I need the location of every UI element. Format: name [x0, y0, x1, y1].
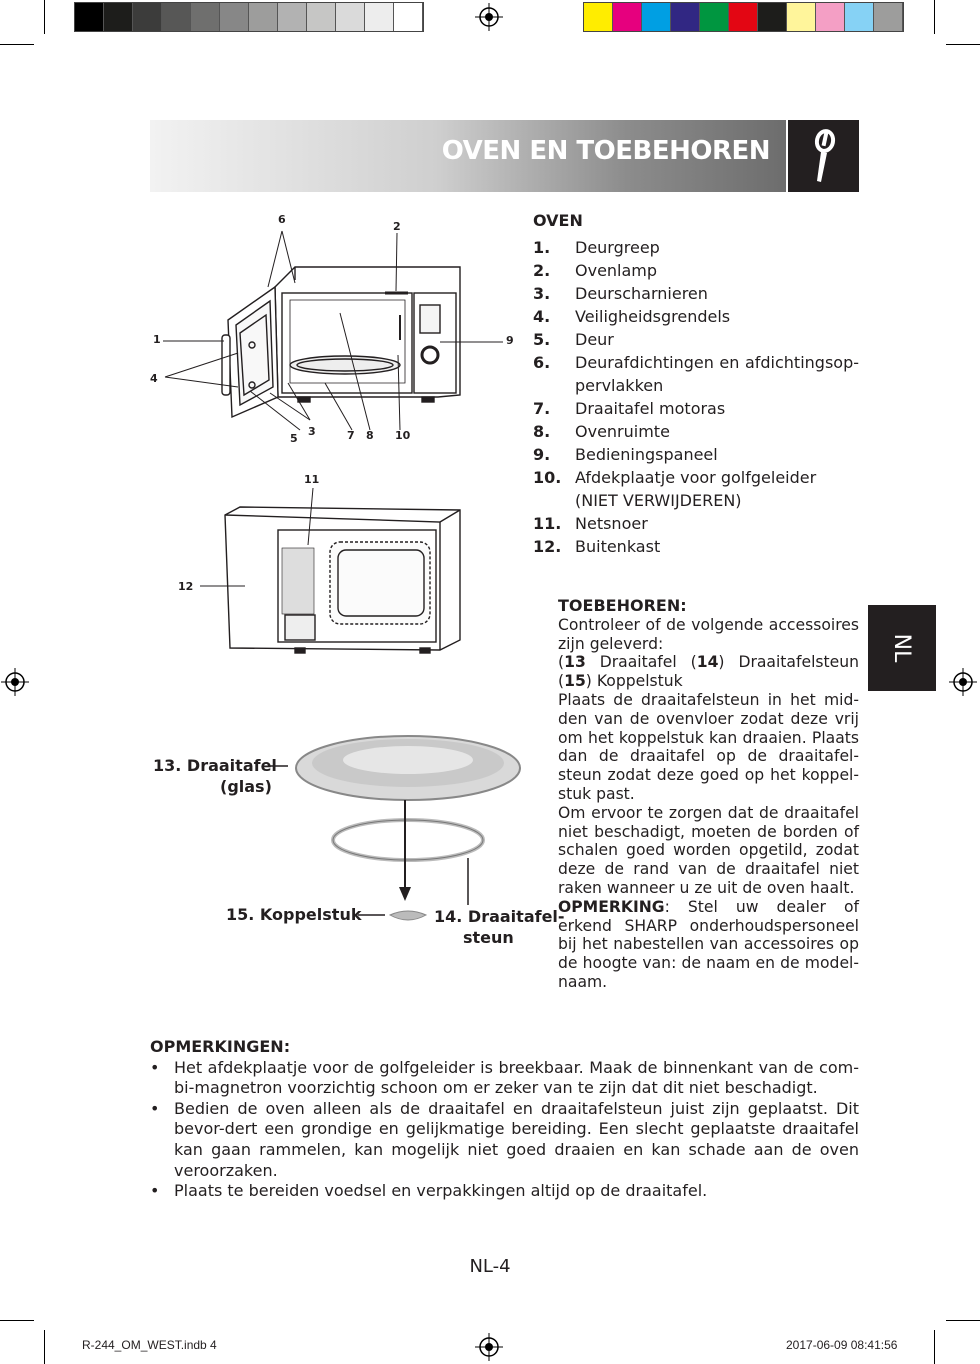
oven-list-item: [533, 535, 859, 558]
color-swatch: [220, 3, 249, 31]
registration-mark-bottom: [475, 1333, 503, 1361]
crop-mark: [44, 0, 45, 34]
label-support: 14. Draaitafel-: [434, 907, 565, 926]
callout-1: 1: [153, 333, 161, 346]
item-text: Veiligheidsgrendels: [575, 307, 731, 326]
item-text: Buitenkast: [575, 537, 661, 556]
label-turntable: 13. Draaitafel: [153, 756, 277, 775]
note-label: OPMERKING: [558, 897, 665, 916]
oven-list-item: [533, 466, 859, 512]
item-text: Netsnoer: [575, 514, 648, 533]
color-swatch: [845, 3, 874, 31]
footer-timestamp: 2017-06-09 08:41:56: [786, 1338, 898, 1352]
label-turntable-sub: (glas): [220, 777, 272, 796]
callout-9: 9: [506, 334, 514, 347]
accessories-section: [558, 597, 859, 992]
item-text: Afdekplaatje voor golfgeleider (NIET VERWIJDEREN): [575, 468, 817, 510]
callout-7: 7: [347, 429, 355, 442]
item-number: 3.: [533, 284, 551, 303]
accessories-items: (13 Draaitafel (14) Draaitafelsteun (15) Koppelstuk: [558, 653, 859, 691]
color-swatch: [104, 3, 133, 31]
color-swatch: [584, 3, 613, 31]
color-swatch: [671, 3, 700, 31]
color-swatch: [613, 3, 642, 31]
callout-3: 3: [308, 425, 316, 438]
text-14: ) Draaitafelsteun (: [558, 653, 859, 691]
item-text: Ovenlamp: [575, 261, 658, 280]
color-swatch: [700, 3, 729, 31]
oven-list-item: [533, 259, 859, 282]
callout-8: 8: [366, 429, 374, 442]
notes-list: [150, 1058, 859, 1202]
callout-10: 10: [395, 429, 411, 442]
note-item: • Het afdekplaatje voor de golfgeleider is breekbaar. Maak de binnenkant van de com-bi-magnetron voorzichtig schoon om er zeker van te zijn dat dit niet beschadigt.: [150, 1058, 859, 1099]
color-swatch: [365, 3, 394, 31]
accessories-para-2: Om ervoor te zorgen dat de draaitafel niet beschadigt, moeten de borden of schalen goed worden opgetild, zodat deze de rand van de draaitafel niet raken wanneer u ze uit de oven haalt.: [558, 803, 859, 897]
accessories-intro: Controleer of de volgende accessoires zijn geleverd:: [558, 615, 859, 653]
color-swatch: [336, 3, 365, 31]
notes-title: OPMERKINGEN:: [150, 1037, 291, 1056]
text-13: Draaitafel (: [585, 653, 697, 672]
note-item: • Plaats te bereiden voedsel en verpakkingen altijd op de draaitafel.: [150, 1181, 859, 1202]
info-tool-icon: [788, 120, 859, 192]
oven-list-item: [533, 397, 859, 420]
language-tab-label: NL: [889, 633, 915, 663]
callout-6: 6: [278, 213, 286, 226]
footer-file: R-244_OM_WEST.indb 4: [82, 1338, 217, 1352]
note-text: : Stel uw dealer of erkend SHARP onderhoudspersoneel bij het nabestellen van accessoires op de hoogte van: de naam en de model-naam.: [558, 897, 859, 991]
color-bar: [583, 2, 904, 32]
callout-11: 11: [304, 473, 320, 486]
color-swatch: [758, 3, 787, 31]
crop-mark: [934, 1330, 935, 1364]
oven-list-item: [533, 236, 859, 259]
oven-parts-list: [533, 236, 859, 558]
crop-mark: [946, 44, 980, 45]
callout-5: 5: [290, 432, 298, 445]
color-swatch: [816, 3, 845, 31]
accessories-para-1: Plaats de draaitafelsteun in het mid-den van de ovenvloer zodat deze vrij om het koppelstuk kan draaien. Plaats dan de draaitafel op de draaitafel-steun zodat deze goed op het koppel-stuk past.: [558, 690, 859, 803]
item-text: Ovenruimte: [575, 422, 670, 441]
item-number: 5.: [533, 330, 551, 349]
crop-mark: [0, 1320, 34, 1321]
label-coupler: 15. Koppelstuk: [226, 905, 362, 924]
item-number: 1.: [533, 238, 551, 257]
text-15: ) Koppelstuk: [585, 672, 683, 691]
item-text: Deur: [575, 330, 614, 349]
crop-mark: [934, 0, 935, 34]
item-text: Bedieningspaneel: [575, 445, 718, 464]
color-swatch: [75, 3, 104, 31]
item-number: 10.: [533, 468, 562, 487]
item-text: Deurgreep: [575, 238, 660, 257]
num-15: 15: [564, 672, 586, 691]
crop-mark: [44, 1330, 45, 1364]
section-header: [150, 120, 786, 192]
oven-list-item: [533, 305, 859, 328]
page-number: NL-4: [469, 1256, 511, 1277]
oven-list-item: [533, 420, 859, 443]
oven-list-item: [533, 328, 859, 351]
callout-4: 4: [150, 372, 158, 385]
color-swatch: [278, 3, 307, 31]
color-swatch: [249, 3, 278, 31]
accessories-note: [558, 898, 859, 992]
color-swatch: [787, 3, 816, 31]
item-number: 8.: [533, 422, 551, 441]
registration-mark-top: [475, 3, 503, 31]
item-text: Draaitafel motoras: [575, 399, 726, 418]
color-swatch: [874, 3, 903, 31]
color-swatch: [162, 3, 191, 31]
item-number: 9.: [533, 445, 551, 464]
item-number: 12.: [533, 537, 562, 556]
item-text: Deurafdichtingen en afdichtingsop-pervlakken: [575, 353, 859, 395]
item-number: 7.: [533, 399, 551, 418]
num-14: 14: [696, 653, 719, 672]
item-text: Deurscharnieren: [575, 284, 708, 303]
item-number: 11.: [533, 514, 562, 533]
registration-mark-left: [1, 668, 29, 696]
color-swatch: [394, 3, 423, 31]
language-tab: [868, 605, 936, 691]
oven-front-diagram: [140, 205, 530, 455]
color-swatch: [191, 3, 220, 31]
oven-back-diagram: [170, 470, 470, 670]
item-number: 4.: [533, 307, 551, 326]
callout-12: 12: [178, 580, 194, 593]
num-13: 13: [564, 653, 586, 672]
oven-list-item: [533, 351, 859, 397]
crop-mark: [946, 1320, 980, 1321]
callout-2: 2: [393, 220, 401, 233]
color-swatch: [307, 3, 336, 31]
oven-list-item: [533, 443, 859, 466]
oven-list-item: [533, 512, 859, 535]
color-swatch: [133, 3, 162, 31]
page-title: OVEN EN TOEBEHOREN: [441, 136, 770, 166]
color-swatch: [642, 3, 671, 31]
item-number: 2.: [533, 261, 551, 280]
item-number: 6.: [533, 353, 551, 372]
label-support-sub: steun: [463, 928, 514, 947]
note-item: • Bedien de oven alleen als de draaitafel en draaitafelsteun juist zijn geplaatst. Dit bevor-dert een grondige en gelijkmatige bereiding. Een slecht geplaatste draaitafel kan gaan rammelen, kan mogelijk niet goed draaien en kan schade aan de oven veroorzaken.: [150, 1099, 859, 1181]
registration-mark-right: [949, 668, 977, 696]
crop-mark: [0, 44, 34, 45]
color-swatch: [729, 3, 758, 31]
grayscale-bar: [74, 2, 424, 32]
accessories-title: TOEBEHOREN:: [558, 596, 687, 615]
notes-section: [150, 1037, 859, 1202]
oven-list-item: [533, 282, 859, 305]
oven-section-title: OVEN: [533, 211, 583, 230]
